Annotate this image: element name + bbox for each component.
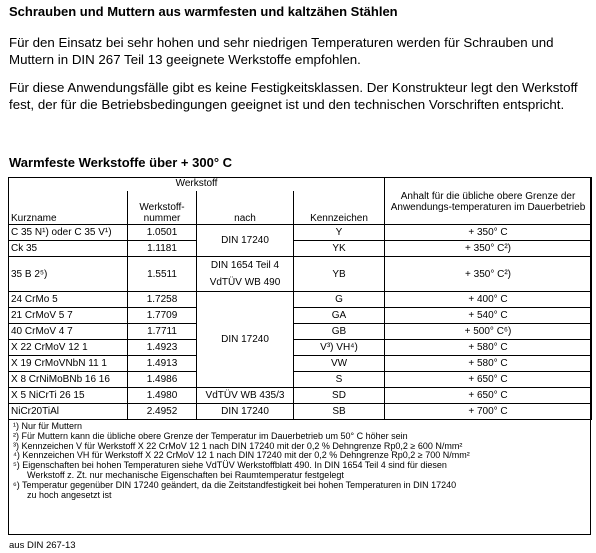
source-note: aus DIN 267-13 <box>9 540 76 551</box>
page-title: Schrauben und Muttern aus warmfesten und kaltzähen Stählen <box>9 4 398 19</box>
werkstoffnummer-header <box>128 191 197 225</box>
kennzeichen-cell: VW <box>294 356 385 372</box>
temperature-cell: + 350° C²) <box>385 241 592 257</box>
temperature-cell: + 540° C <box>385 308 592 324</box>
kurzname-cell: X 5 NiCrTi 26 15 <box>9 388 128 404</box>
footnote-text: Temperatur gegenüber DIN 17240 geändert, da die Zeitstandfestigkeit bei hohen Temperaturen in DIN 17240 <box>22 479 457 490</box>
temperature-cell: + 650° C <box>385 388 592 404</box>
footnote-text: Nur für Muttern <box>21 421 83 431</box>
footnote-text: Kennzeichen VH für Werkstoff X 22 CrMoV 12 1 nach DIN 17240 mit der 0,2 % Dehngrenze Rp0,2 ≥ 700 N/mm² <box>22 450 470 461</box>
kennzeichen-header: Kennzeichen <box>294 191 385 225</box>
nach-vdtuv490: VdTÜV WB 490 <box>209 277 281 288</box>
nach-cell: DIN 17240 <box>197 225 294 257</box>
kennzeichen-cell: GA <box>294 308 385 324</box>
temperature-cell: + 350° C <box>385 225 592 241</box>
werkstoff-group-header: Werkstoff <box>9 178 385 192</box>
kurzname-cell: 21 CrMoV 5 7 <box>9 308 128 324</box>
table-row <box>9 241 592 257</box>
kennzeichen-cell: SB <box>294 404 385 420</box>
table-row <box>9 324 592 340</box>
temperature-cell: + 400° C <box>385 292 592 308</box>
table-row <box>9 388 592 404</box>
werkstoffnummer-header-line1: Werkstoff- <box>139 202 185 213</box>
section-title: Warmfeste Werkstoffe über + 300° C <box>9 155 233 170</box>
kurzname-cell: X 22 CrMoV 12 1 <box>9 340 128 356</box>
werkstoffnummer-cell: 2.4952 <box>128 404 197 420</box>
table-row <box>9 257 592 292</box>
table-row <box>9 404 592 420</box>
kennzeichen-cell: V³) VH⁴) <box>294 340 385 356</box>
kennzeichen-cell: Y <box>294 225 385 241</box>
kurzname-cell: 24 CrMo 5 <box>9 292 128 308</box>
footnote-continuation <box>13 491 587 501</box>
werkstoffnummer-cell: 1.7709 <box>128 308 197 324</box>
kurzname-cell: X 8 CrNiMoBNb 16 16 <box>9 372 128 388</box>
footnote-mark: ³) <box>13 440 19 451</box>
werkstoffnummer-cell: 1.1181 <box>128 241 197 257</box>
intro-paragraph: Für den Einsatz bei sehr hohen und sehr niedrigen Temperaturen werden für Schrauben und Muttern in DIN 267 Teil 13 geeignete Werkstoffe empfohlen. <box>9 35 554 67</box>
temperature-cell: + 580° C <box>385 356 592 372</box>
kennzeichen-cell: YB <box>294 257 385 292</box>
table-row <box>9 372 592 388</box>
werkstoffnummer-header-line2: nummer <box>143 213 181 224</box>
werkstoffnummer-cell: 1.7711 <box>128 324 197 340</box>
nach-cell <box>197 257 294 292</box>
temperature-cell: + 350° C²) <box>385 257 592 292</box>
materials-table <box>8 177 592 420</box>
footnote-text: Werkstoff z. Zt. nur mechanische Eigenschaften bei Raumtemperatur festgelegt <box>27 469 344 480</box>
table-row <box>9 225 592 241</box>
table-row <box>9 356 592 372</box>
kennzeichen-cell: YK <box>294 241 385 257</box>
nach-cell: DIN 17240 <box>197 404 294 420</box>
footnotes <box>9 419 590 500</box>
kurzname-cell: C 35 N¹) oder C 35 V¹) <box>9 225 128 241</box>
werkstoffnummer-cell: 1.4980 <box>128 388 197 404</box>
footnote-mark: ²) <box>13 430 19 441</box>
kennzeichen-cell: G <box>294 292 385 308</box>
werkstoffnummer-cell: 1.4913 <box>128 356 197 372</box>
kurzname-cell: Ck 35 <box>9 241 128 257</box>
nach-cell: VdTÜV WB 435/3 <box>197 388 294 404</box>
table-row <box>9 340 592 356</box>
table-row <box>9 308 592 324</box>
table-row <box>9 292 592 308</box>
footnote-mark: ¹) <box>13 421 19 431</box>
temperature-cell: + 580° C <box>385 340 592 356</box>
footnote-mark: ⁶) <box>13 479 20 490</box>
nach-din1654: DIN 1654 Teil 4 <box>210 260 280 271</box>
footnote-text: Eigenschaften bei hohen Temperaturen siehe VdTÜV Werkstoffblatt 490. In DIN 1654 Teil 4 sind für diesen <box>22 460 447 471</box>
kennzeichen-cell: GB <box>294 324 385 340</box>
werkstoffnummer-cell: 1.7258 <box>128 292 197 308</box>
materials-table-frame <box>8 177 591 535</box>
footnote-text: Kennzeichen V für Werkstoff X 22 CrMoV 12 1 nach DIN 17240 mit der 0,2 % Dehngrenze Rp0,2 ≥ 600 N/mm² <box>21 440 463 451</box>
usage-paragraph: Für diese Anwendungsfälle gibt es keine Festigkeitsklassen. Der Konstrukteur legt den Werkstoff fest, der für die Betriebsbedingungen geeignet ist und den technischen Vorschriften entspricht. <box>9 80 578 112</box>
kurzname-cell: 40 CrMoV 4 7 <box>9 324 128 340</box>
nach-cell: DIN 17240 <box>197 292 294 388</box>
temperature-cell: + 700° C <box>385 404 592 420</box>
kurzname-header: Kurzname <box>9 191 128 225</box>
temperature-cell: + 650° C <box>385 372 592 388</box>
werkstoffnummer-cell: 1.4923 <box>128 340 197 356</box>
werkstoffnummer-cell: 1.4986 <box>128 372 197 388</box>
nach-header: nach <box>197 191 294 225</box>
footnote-text: Für Muttern kann die übliche obere Grenze der Temperatur im Dauerbetrieb um 50° C höher sein <box>21 430 408 441</box>
kurzname-cell: X 19 CrMoVNbN 11 1 <box>9 356 128 372</box>
werkstoffnummer-cell: 1.0501 <box>128 225 197 241</box>
temperature-cell: + 500° C⁶) <box>385 324 592 340</box>
anhalt-header: Anhalt für die übliche obere Grenze der Anwendungs-temperaturen im Dauerbetrieb <box>385 178 592 225</box>
footnote-text: zu hoch angesetzt ist <box>27 489 112 500</box>
footnote-mark: ⁵) <box>13 460 20 471</box>
kurzname-cell: NiCr20TiAl <box>9 404 128 420</box>
kennzeichen-cell: S <box>294 372 385 388</box>
werkstoffnummer-cell: 1.5511 <box>128 257 197 292</box>
footnote-mark: ⁴) <box>13 450 20 461</box>
kennzeichen-cell: SD <box>294 388 385 404</box>
kurzname-cell: 35 B 2⁵) <box>9 257 128 292</box>
